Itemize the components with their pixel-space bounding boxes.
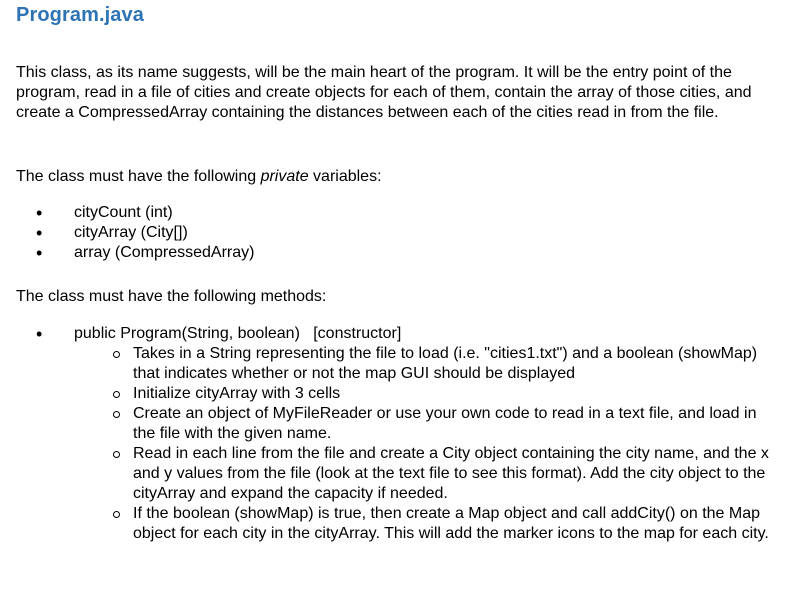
method-steps-list	[74, 344, 788, 544]
variable-item: • cityCount (int)	[16, 203, 254, 223]
methods-intro: The class must have the following methods:	[16, 288, 327, 305]
method-step: Takes in a String representing the file to load (i.e. "cities1.txt") and a boolean (showMap) that indicates whether or not the map GUI should be displayed	[74, 344, 773, 384]
variables-intro	[16, 167, 382, 187]
variables-intro-after: variables:	[308, 168, 382, 185]
variables-intro-emphasis: private	[260, 168, 309, 185]
variable-item: • cityArray (City[])	[16, 223, 254, 243]
method-item	[16, 324, 788, 544]
method-step: Read in each line from the file and create a City object containing the city name, and the x and y values from the file (look at the text file to see this format). Add the city object to the cityArray and expand the capacity if needed.	[74, 444, 773, 504]
variables-intro-before: The class must have the following	[16, 168, 261, 185]
intro-paragraph: This class, as its name suggests, will be the main heart of the program. It will be the entry point of the program, read in a file of cities and create objects for each of them, contain the array of those cities, and create a CompressedArray containing the distances between each of the cities read in from the file.	[16, 64, 752, 121]
method-signature: public Program(String, boolean) [constructor]	[74, 325, 402, 342]
method-step: Initialize cityArray with 3 cells	[74, 384, 773, 404]
methods-list	[16, 324, 788, 544]
variable-item: • array (CompressedArray)	[16, 243, 254, 263]
variables-list	[16, 203, 254, 263]
method-step: Create an object of MyFileReader or use your own code to read in a text file, and load in the file with the given name.	[74, 404, 773, 444]
section-title: Program.java	[16, 4, 144, 26]
method-step: If the boolean (showMap) is true, then create a Map object and call addCity() on the Map object for each city in the cityArray. This will add the marker icons to the map for each city.	[74, 504, 773, 544]
